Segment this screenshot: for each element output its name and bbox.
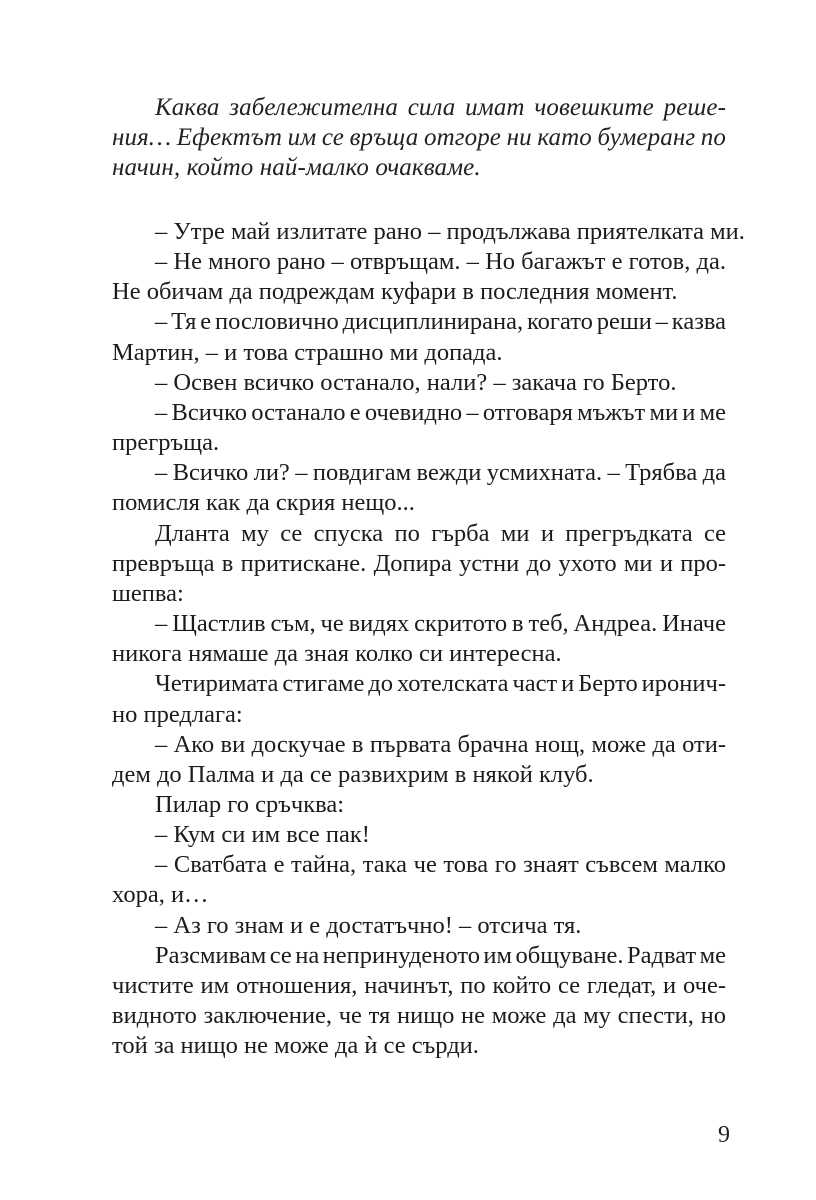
epigraph-line: Каква забележителна сила имат човешките реше-: [155, 94, 726, 121]
text-line: Дланта му се спуска по гърба ми и прегръдката се: [155, 519, 726, 547]
text-line: Не обичам да подреждам куфари в последния момент.: [112, 278, 678, 306]
text-line: – Ако ви доскучае в първата брачна нощ, може да оти-: [155, 730, 726, 758]
text-line: – Освен всичко останало, нали? – закача го Берто.: [155, 368, 677, 396]
text-line: превръща в притискане. Допира устни до ухото ми и про-: [112, 549, 726, 577]
text-line: Мартин, – и това страшно ми допада.: [112, 338, 503, 366]
text-line: той за нищо не може да ѝ се сърди.: [112, 1032, 479, 1060]
text-line: – Аз го знам и е достатъчно! – отсича тя.: [155, 911, 582, 939]
text-line: – Всичко ли? – повдигам вежди усмихната. – Трябва да: [155, 459, 726, 487]
text-line: Пилар го сръчква:: [155, 790, 345, 818]
text-line: – Не много рано – отвръщам. – Но багажът е готов, да.: [155, 248, 726, 276]
text-line: хора, и…: [112, 881, 209, 909]
text-line: – Всичко останало е очевидно – отговаря мъжът ми и ме: [155, 398, 726, 426]
text-line: помисля как да скрия нещо...: [112, 489, 415, 517]
text-line: никога нямаше да зная колко си интересна.: [112, 640, 562, 668]
text-line: – Щастлив съм, че видях скритото в теб, Андреа. Иначе: [155, 610, 726, 638]
text-line: Четиримата стигаме до хотелската част и Берто иронич-: [155, 670, 726, 698]
text-line: – Тя е пословично дисциплинирана, когато реши – казва: [155, 308, 726, 336]
text-line: видното заключение, че тя нищо не може да му спести, но: [112, 1002, 726, 1030]
page-number: 9: [718, 1122, 730, 1148]
text-line: – Кум си им все пак!: [155, 821, 370, 849]
body-text: [112, 217, 745, 1061]
text-line: – Утре май излитате рано – продължава приятелката ми.: [155, 218, 745, 245]
epigraph-line: начин, който най-малко очакваме.: [112, 154, 481, 181]
text-line: чистите им отношения, начинът, по който се гледат, и оче-: [112, 971, 726, 999]
text-line: шепва:: [112, 579, 184, 607]
epigraph: [112, 93, 726, 183]
text-line: прегръща.: [112, 429, 220, 457]
text-line: Разсмивам се на непринуденото им общуване. Радват ме: [155, 941, 726, 969]
epigraph-line: ния… Ефектът им се връща отгоре ни като бумеранг по: [112, 124, 726, 151]
text-line: дем до Палма и да се развихрим в някой клуб.: [112, 760, 594, 788]
text-line: – Сватбата е тайна, така че това го знаят съвсем малко: [155, 851, 726, 879]
text-line: но предлага:: [112, 700, 243, 728]
